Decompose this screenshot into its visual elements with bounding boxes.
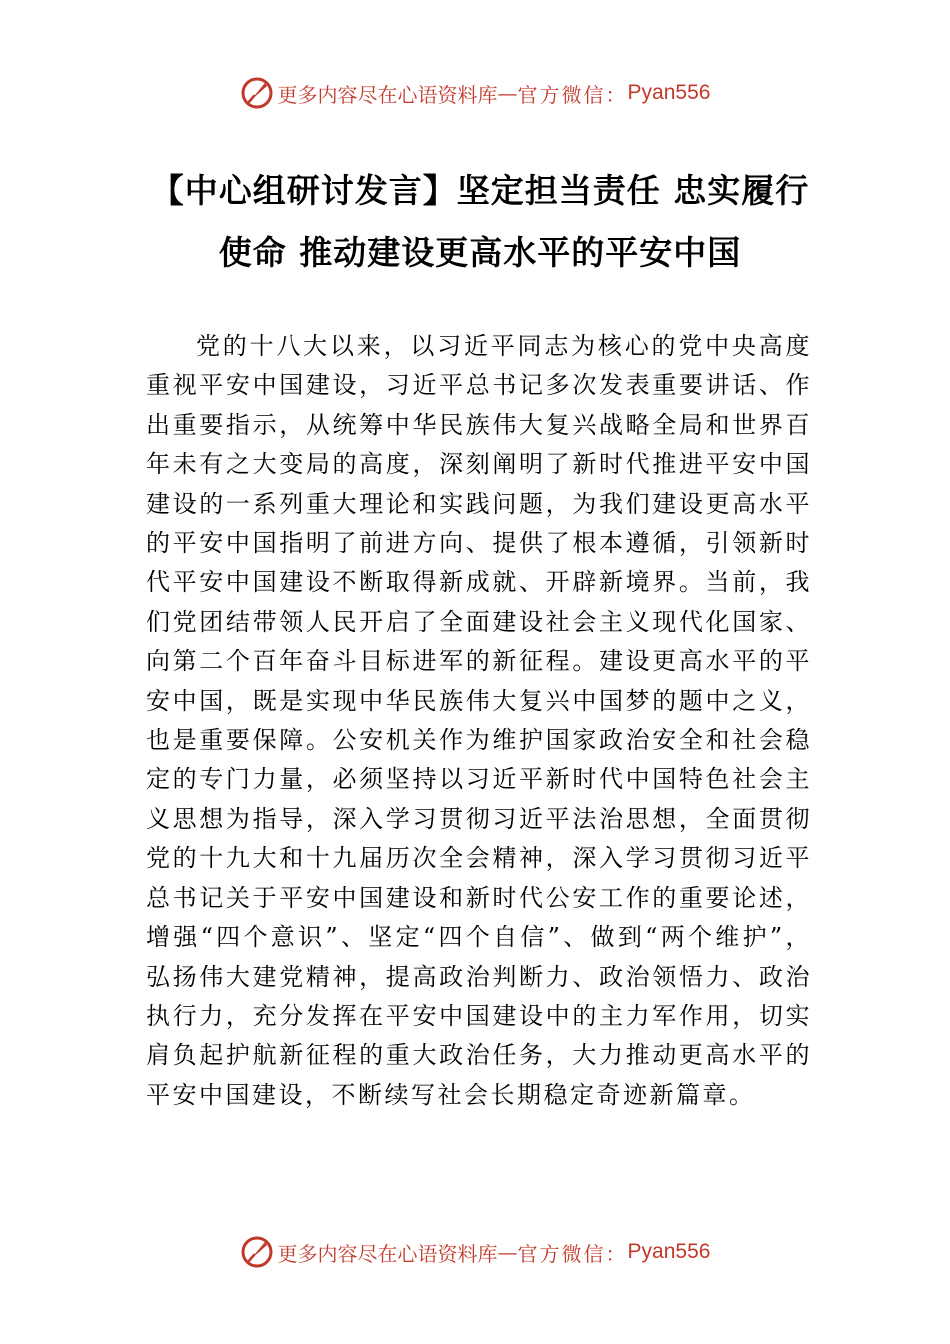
banner-text: 更多内容尽在心语资料库 (277, 82, 498, 107)
banner-wechat-id: Pyan556 (627, 1240, 711, 1263)
banner-separator: — (497, 81, 518, 105)
document-title: 【中心组研讨发言】坚定担当责任 忠实履行使命 推动建设更高水平的平安中国 (150, 171, 810, 272)
header-banner (0, 73, 950, 113)
banner-wechat-label: 官方微信： (517, 1241, 628, 1266)
banner-wechat-label: 官方微信： (517, 82, 628, 107)
banner-text: 更多内容尽在心语资料库 (277, 1241, 498, 1266)
banner-separator: — (497, 1240, 518, 1264)
quill-circle-logo-icon (240, 1235, 274, 1269)
footer-banner (0, 1232, 950, 1272)
quill-circle-logo-icon (240, 76, 274, 110)
document-paragraph: 党的十八大以来，以习近平同志为核心的党中央高度重视平安中国建设，习近平总书记多次发表重要讲话、作出重要指示，从统筹中华民族伟大复兴战略全局和世界百年未有之大变局的高度，深刻阐明了新时代推进平安中国建设的一系列重大理论和实践问题，为我们建设更高水平的平安中国指明了前进方向、提供了根本遵循，引领新时代平安中国建设不断取得新成就、开辟新境界。当前，我们党团结带领人民开启了全面建设社会主义现代化国家、向第二个百年奋斗目标进军的新征程。建设更高水平的平安中国，既是实现中华民族伟大复兴中国梦的题中之义，也是重要保障。公安机关作为维护国家政治安全和社会稳定的专门力量，必须坚持以习近平新时代中国特色社会主义思想为指导，深入学习贯彻习近平法治思想，全面贯彻党的十九大和十九届历次全会精神，深入学习贯彻习近平总书记关于平安中国建设和新时代公安工作的重要论述，增强“四个意识”、坚定“四个自信”、做到“两个维护”，弘扬伟大建党精神，提高政治判断力、政治领悟力、政治执行力，充分发挥在平安中国建设中的主力军作用，切实肩负起护航新征程的重大政治任务，大力推动更高水平的平安中国建设，不断续写社会长期稳定奇迹新篇章。 (146, 332, 812, 1109)
banner-wechat-id: Pyan556 (627, 81, 711, 104)
